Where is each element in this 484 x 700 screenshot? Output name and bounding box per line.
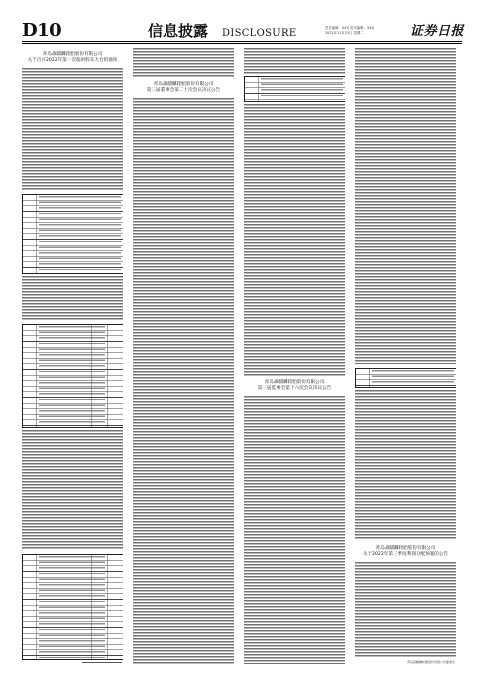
notice-3-company: 青岛森麒麟轮胎股份有限公司 <box>264 380 325 385</box>
column-3-body <box>244 104 345 376</box>
board-signature: 青岛森麒麟轮胎股份有限公司董事会 <box>406 660 455 664</box>
column-2 <box>133 46 234 674</box>
notice-4-title: 关于2022年第三季度利润分配预案的公告 <box>362 552 449 557</box>
header-meta-line2: 2022年11月15日 星期二 <box>325 31 364 35</box>
notice-4-heading <box>355 546 456 558</box>
page-header <box>0 0 484 48</box>
column-4-body-2 <box>355 390 456 540</box>
profit-table <box>355 368 456 388</box>
notice-3-heading <box>244 380 345 392</box>
notice-4-body <box>355 562 456 658</box>
column-3-top-text <box>244 48 345 74</box>
notice-3-title: 第三届监事会第十六次会议决议公告 <box>257 386 332 391</box>
newspaper-logo: 证券日报 <box>410 24 465 39</box>
notice-2-heading <box>133 82 234 94</box>
proposal-table-1 <box>22 194 123 274</box>
notice-1-body <box>22 68 123 190</box>
notice-1-title: 关于召开2022年第一次临时股东大会的通知 <box>27 58 118 63</box>
column-2-top-text <box>133 48 234 78</box>
page-number: D10 <box>22 20 62 41</box>
section-title-en: DISCLOSURE <box>222 28 297 39</box>
notice-1-body-3 <box>22 430 123 550</box>
signature-line <box>82 662 122 663</box>
column-3 <box>244 46 345 674</box>
voting-table <box>22 554 123 660</box>
column-4 <box>355 46 456 674</box>
notice-2-title: 第三届董事会第二十次会议决议公告 <box>146 88 221 93</box>
notice-2-company: 青岛森麒麟轮胎股份有限公司 <box>153 82 214 87</box>
notice-1-company: 青岛森麒麟轮胎股份有限公司 <box>42 52 103 57</box>
notice-1-body-2 <box>22 276 123 320</box>
proposal-table-2 <box>22 324 123 428</box>
notice-2-body <box>133 98 234 664</box>
header-meta-line1: 责任编辑：XXX 美术编辑：XXX <box>325 26 374 30</box>
small-table <box>244 76 345 102</box>
notice-1-heading <box>22 52 123 64</box>
notice-3-body <box>244 396 345 664</box>
header-rule-thin <box>22 43 462 44</box>
notice-4-company: 青岛森麒麟轮胎股份有限公司 <box>375 546 436 551</box>
column-1 <box>22 46 123 674</box>
section-title: 信息披露 <box>148 22 209 40</box>
column-4-body <box>355 48 456 364</box>
